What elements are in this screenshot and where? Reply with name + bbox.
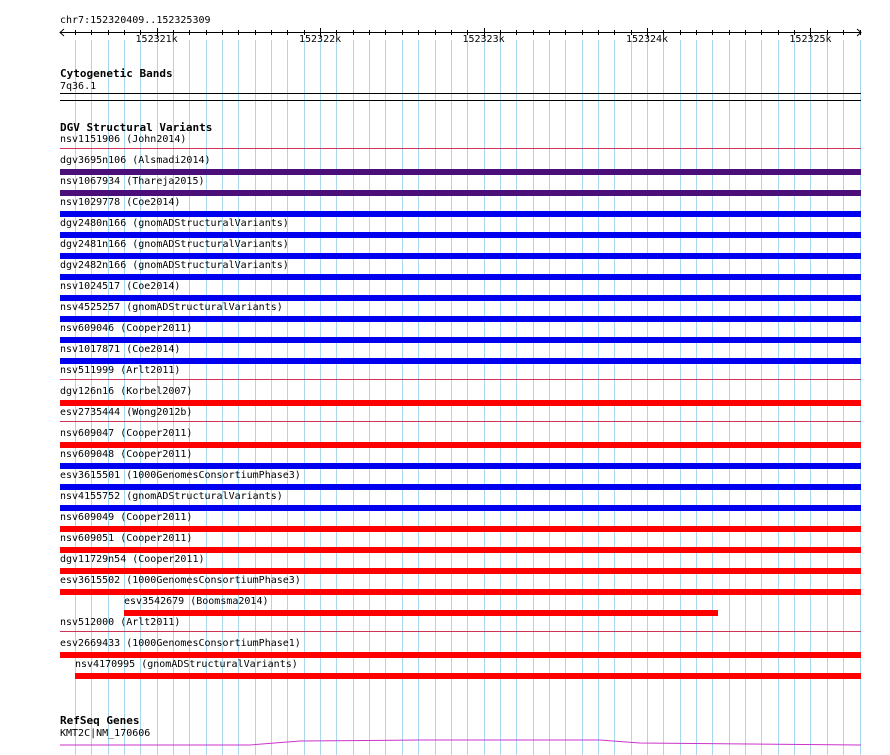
dgv-variant-label[interactable]: nsv512000 (Arlt2011) [60, 617, 181, 628]
dgv-variant-bar[interactable] [60, 400, 861, 406]
refseq-gene-label[interactable]: KMT2C|NM_170606 [60, 728, 151, 739]
cytogenetic-bands-title: Cytogenetic Bands [60, 67, 173, 80]
dgv-variant-bar[interactable] [60, 589, 861, 595]
dgv-variant-bar[interactable] [60, 253, 861, 259]
dgv-variant-label[interactable]: nsv1017871 (Coe2014) [60, 344, 181, 355]
cytoband-label[interactable]: 7q36.1 [60, 81, 97, 92]
dgv-variant-label[interactable]: dgv3695n106 (Alsmadi2014) [60, 155, 211, 166]
dgv-variant-bar[interactable] [124, 610, 718, 616]
dgv-variant-label[interactable]: nsv1067934 (Thareja2015) [60, 176, 205, 187]
dgv-variant-label[interactable]: nsv609051 (Cooper2011) [60, 533, 193, 544]
dgv-variant-label[interactable]: dgv2482n166 (gnomADStructuralVariants) [60, 260, 289, 271]
ruler-axis [0, 25, 890, 55]
dgv-variant-label[interactable]: dgv2480n166 (gnomADStructuralVariants) [60, 218, 289, 229]
dgv-variant-label[interactable]: nsv609048 (Cooper2011) [60, 449, 193, 460]
dgv-variant-bar[interactable] [60, 463, 861, 469]
ruler-tick-label: 152322k [299, 34, 342, 45]
ruler-tick-label: 152321k [135, 34, 178, 45]
dgv-variant-label[interactable]: esv3542679 (Boomsma2014) [124, 596, 269, 607]
dgv-variant-label[interactable]: nsv1029778 (Coe2014) [60, 197, 181, 208]
dgv-variant-label[interactable]: nsv4170995 (gnomADStructuralVariants) [75, 659, 298, 670]
dgv-variant-bar[interactable] [60, 190, 861, 196]
dgv-variant-bar[interactable] [60, 148, 861, 149]
dgv-variant-bar[interactable] [60, 652, 861, 658]
dgv-variant-bar[interactable] [60, 631, 861, 632]
dgv-variant-bar[interactable] [60, 547, 861, 553]
dgv-variant-bar[interactable] [60, 442, 861, 448]
dgv-variant-bar[interactable] [60, 379, 861, 380]
dgv-track-title: DGV Structural Variants [60, 121, 213, 134]
dgv-variant-label[interactable]: nsv1151906 (John2014) [60, 134, 187, 145]
cytoband-ideogram-bottom [60, 100, 861, 101]
dgv-variant-bar[interactable] [60, 526, 861, 532]
refseq-track-title: RefSeq Genes [60, 714, 140, 727]
dgv-variant-bar[interactable] [60, 358, 861, 364]
dgv-variant-label[interactable]: esv3615501 (1000GenomesConsortiumPhase3) [60, 470, 301, 481]
ruler-tick-label: 152323k [462, 34, 505, 45]
dgv-variant-label[interactable]: esv2669433 (1000GenomesConsortiumPhase1) [60, 638, 301, 649]
dgv-variant-bar[interactable] [60, 169, 861, 175]
cytoband-ideogram-top [60, 93, 861, 94]
dgv-variant-bar[interactable] [60, 505, 861, 511]
refseq-gene-line [60, 740, 861, 745]
dgv-variant-label[interactable]: nsv511999 (Arlt2011) [60, 365, 181, 376]
dgv-variant-label[interactable]: nsv609046 (Cooper2011) [60, 323, 193, 334]
dgv-variant-bar[interactable] [75, 673, 861, 679]
dgv-variant-label[interactable]: dgv126n16 (Korbel2007) [60, 386, 193, 397]
dgv-variant-label[interactable]: esv2735444 (Wong2012b) [60, 407, 193, 418]
dgv-variant-label[interactable]: nsv4155752 (gnomADStructuralVariants) [60, 491, 283, 502]
dgv-variant-bar[interactable] [60, 484, 861, 490]
dgv-variant-label[interactable]: nsv609049 (Cooper2011) [60, 512, 193, 523]
dgv-variant-label[interactable]: nsv4525257 (gnomADStructuralVariants) [60, 302, 283, 313]
dgv-variant-label[interactable]: nsv1024517 (Coe2014) [60, 281, 181, 292]
dgv-variant-bar[interactable] [60, 232, 861, 238]
dgv-variant-bar[interactable] [60, 211, 861, 217]
dgv-variant-bar[interactable] [60, 337, 861, 343]
dgv-variant-label[interactable]: dgv2481n166 (gnomADStructuralVariants) [60, 239, 289, 250]
dgv-variant-label[interactable]: esv3615502 (1000GenomesConsortiumPhase3) [60, 575, 301, 586]
refseq-gene-feature[interactable] [0, 736, 890, 746]
dgv-variant-bar[interactable] [60, 316, 861, 322]
ruler-tick-label: 152325k [789, 34, 832, 45]
dgv-variant-bar[interactable] [60, 568, 861, 574]
ruler-tick-label: 152324k [625, 34, 669, 45]
region-label: chr7:152320409..152325309 [60, 15, 211, 26]
dgv-variant-bar[interactable] [60, 295, 861, 301]
dgv-variant-label[interactable]: nsv609047 (Cooper2011) [60, 428, 193, 439]
dgv-variant-label[interactable]: dgv11729n54 (Cooper2011) [60, 554, 205, 565]
dgv-variant-bar[interactable] [60, 421, 861, 422]
dgv-variant-bar[interactable] [60, 274, 861, 280]
